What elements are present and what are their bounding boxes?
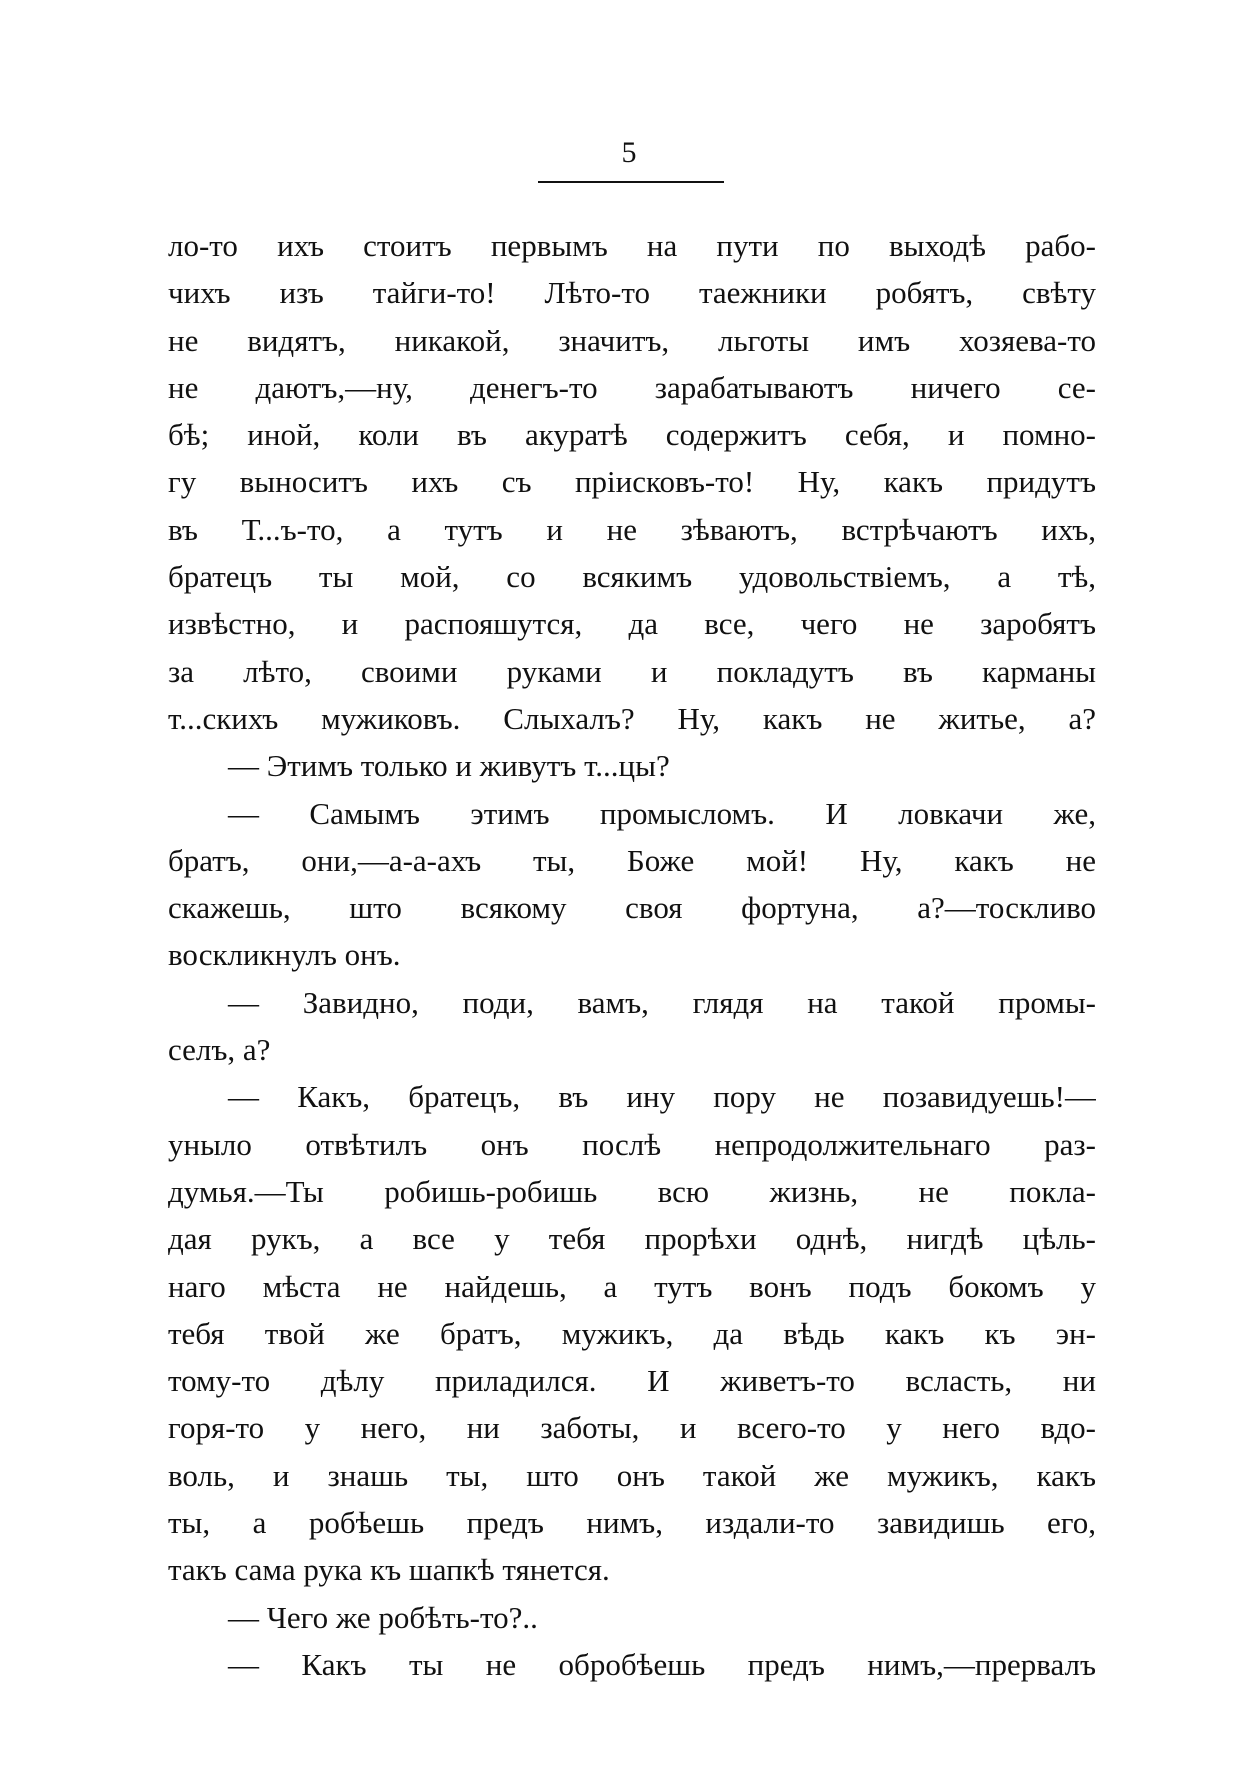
text-line: думья.—Ты робишь-робишь всю жизнь, не покла- [168,1173,1096,1209]
text-line: т...скихъ мужиковъ. Слыхалъ? Ну, какъ не житье, а? [168,700,1096,736]
text-line: братецъ ты мой, со всякимъ удовольствіемъ, а тѣ, [168,559,1096,595]
text-line: селъ, а? [168,1032,271,1068]
text-line: — Какъ ты не обробѣешь предъ нимъ,—прервалъ [228,1646,1096,1682]
text-line: не даютъ,—ну, денегъ-то зарабатываютъ ничего се- [168,369,1096,405]
text-line: дая рукъ, а все у тебя прорѣхи однѣ, нигдѣ цѣль- [168,1221,1096,1257]
text-line: — Чего же робѣть-то?.. [228,1599,538,1635]
text-line: тебя твой же братъ, мужикъ, да вѣдь какъ къ эн- [168,1315,1096,1351]
text-line: за лѣто, своими руками и покладутъ въ карманы [168,653,1096,689]
page-number: 5 [621,136,638,169]
text-line: наго мѣста не найдешь, а тутъ вонъ подъ бокомъ у [168,1268,1096,1304]
text-line: извѣстно, и распояшутся, да все, чего не заробятъ [168,606,1096,642]
text-line: — Самымъ этимъ промысломъ. И ловкачи же, [228,795,1096,831]
text-line: въ Т...ъ-то, а тутъ и не зѣваютъ, встрѣчаютъ ихъ, [168,511,1096,547]
text-line: братъ, они,—а-а-ахъ ты, Боже мой! Ну, какъ не [168,842,1096,878]
text-line: — Завидно, поди, вамъ, глядя на такой промы- [228,984,1096,1020]
text-line: уныло отвѣтилъ онъ послѣ непродолжительнаго раз- [168,1126,1096,1162]
text-line: такъ сама рука къ шапкѣ тянется. [168,1552,610,1588]
text-line: гу выноситъ ихъ съ пріисковъ-то! Ну, какъ придутъ [168,464,1096,500]
text-line: горя-то у него, ни заботы, и всего-то у него вдо- [168,1410,1096,1446]
text-line: ло-то ихъ стоитъ первымъ на пути по выходѣ рабо- [168,228,1096,263]
text-line: воскликнулъ онъ. [168,937,401,973]
text-line: ты, а робѣешь предъ нимъ, издали-то завидишь его, [168,1505,1096,1541]
text-line: — Какъ, братецъ, въ ину пору не позавидуешь!— [228,1079,1096,1115]
page-text [168,222,1096,1688]
text-line: бѣ; иной, коли въ акуратѣ содержитъ себя, и помно- [168,417,1096,453]
text-line: чихъ изъ тайги-то! Лѣто-то таежники робятъ, свѣту [168,275,1096,311]
text-line: скажешь, што всякому своя фортуна, а?—тоскливо [168,890,1096,926]
header-rule [538,181,724,183]
text-line: не видятъ, никакой, значитъ, льготы имъ хозяева-то [168,322,1096,358]
text-line: — Этимъ только и живутъ т...цы? [228,748,670,784]
text-line: воль, и знашь ты, што онъ такой же мужикъ, какъ [168,1457,1096,1493]
text-line: тому-то дѣлу приладился. И живетъ-то всласть, ни [168,1363,1096,1399]
